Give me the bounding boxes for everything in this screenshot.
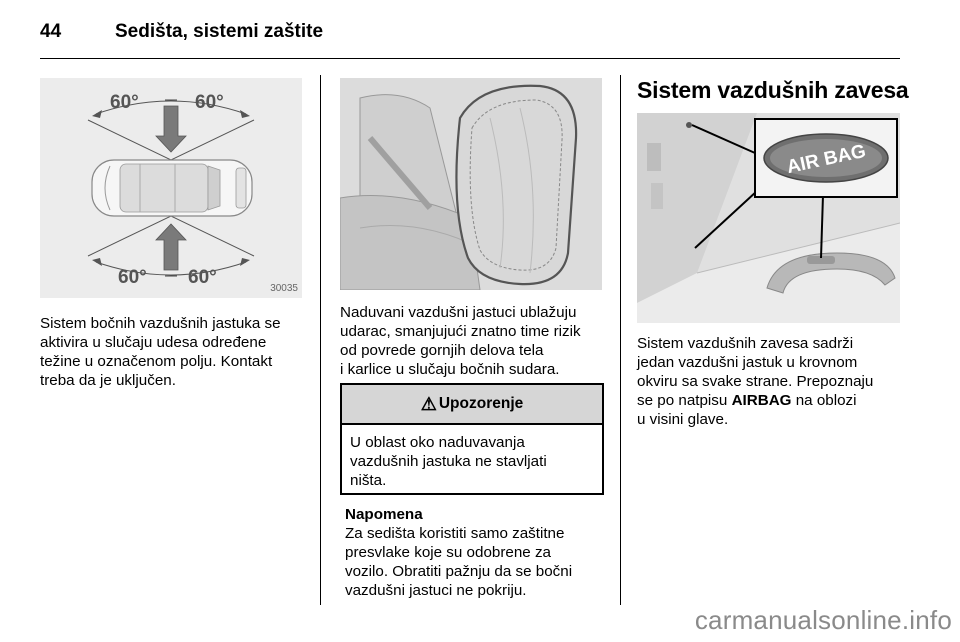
note-block <box>345 505 572 600</box>
page-title: Sedišta, sistemi zaštite <box>115 21 324 42</box>
column-divider-2 <box>620 75 621 605</box>
airbag-effect-description <box>340 303 581 379</box>
text-line: jedan vazdušni jastuk u krovnom <box>637 354 858 371</box>
warning-triangle-icon: ⚠ <box>420 394 437 414</box>
text-line: ništa. <box>350 472 387 489</box>
text-line: od povrede gornjih delova tela <box>340 342 544 359</box>
text-line: udarac, smanjujući znatno time rizik <box>340 323 581 340</box>
text-line: Sistem bočnih vazdušnih jastuka se <box>40 315 281 332</box>
seat-airbag-illustration <box>340 78 602 290</box>
text-line: težine u označenom polju. Kontakt <box>40 353 273 370</box>
text-line: treba da je uključen. <box>40 372 176 389</box>
warning-header <box>342 385 602 425</box>
text-line: U oblast oko naduvavanja <box>350 434 525 451</box>
page-number: 44 <box>40 21 62 42</box>
section-heading: Sistem vazdušnih zavesa <box>637 77 909 103</box>
text-line: Sistem vazdušnih zavesa sadrži <box>637 335 854 352</box>
warning-title: Upozorenje <box>438 395 524 412</box>
text-fragment: se po natpisu <box>637 392 732 409</box>
text-line: vozilo. Obratiti pažnju da se bočni <box>345 563 573 580</box>
text-line: presvlake koje su odobrene za <box>345 544 552 561</box>
text-line <box>637 391 873 410</box>
warning-text <box>350 433 547 490</box>
car-top-view-illustration <box>40 78 302 298</box>
text-line: i karlice u slučaju bočnih sudara. <box>340 361 560 378</box>
airbag-label: AIR BAG <box>784 140 868 179</box>
curtain-airbag-description <box>637 334 873 429</box>
text-line: vazdušni jastuci ne pokriju. <box>345 582 527 599</box>
figure-number: 30035 <box>270 283 298 294</box>
text-line: u visini glave. <box>637 411 729 428</box>
watermark: carmanualsonline.info <box>694 605 952 635</box>
inflated-side-airbag-figure <box>340 78 602 290</box>
side-airbag-description <box>40 314 281 390</box>
header-rule <box>40 58 900 59</box>
text-line: vazdušnih jastuka ne stavljati <box>350 453 547 470</box>
angle-label-bottom-left: 60° <box>118 267 147 288</box>
roof-frame-illustration <box>637 113 900 323</box>
curtain-airbag-figure <box>637 113 900 323</box>
note-title: Napomena <box>345 506 423 523</box>
text-line: Naduvani vazdušni jastuci ublažuju <box>340 304 577 321</box>
column-divider-1 <box>320 75 321 605</box>
text-line: aktivira u slučaju udesa određene <box>40 334 267 351</box>
angle-label-top-right: 60° <box>195 92 224 113</box>
text-fragment: na oblozi <box>791 392 857 409</box>
angle-label-bottom-right: 60° <box>188 267 217 288</box>
text-line: okviru sa svake strane. Prepoznaju <box>637 373 874 390</box>
airbag-keyword: AIRBAG <box>731 392 792 409</box>
text-line: Za sedišta koristiti samo zaštitne <box>345 525 565 542</box>
angle-label-top-left: 60° <box>110 92 139 113</box>
side-airbag-zone-figure <box>40 78 302 298</box>
warning-box <box>340 383 604 495</box>
